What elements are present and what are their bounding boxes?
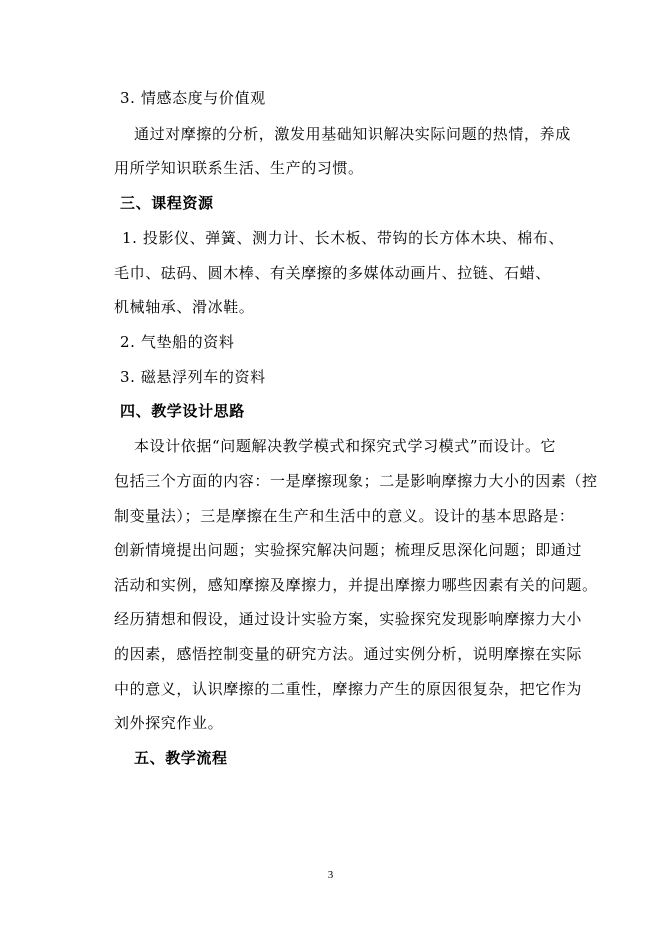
- resources-line-3: 机械轴承、滑冰鞋。: [114, 298, 255, 316]
- resources-item-2: 2. 气垫船的资料: [120, 333, 235, 351]
- design-paragraph-line-4: 创新情境提出问题；实验探究解决问题；梳理反思深化问题；即通过: [114, 541, 583, 559]
- page-number: 3: [327, 869, 334, 881]
- emotion-paragraph-line-2: 用所学知识联系生活、生产的习惯。: [114, 159, 364, 177]
- resources-line-2: 毛巾、砝码、圆木棒、有关摩擦的多媒体动画片、拉链、石蜡、: [114, 264, 551, 282]
- design-paragraph-line-9: 刘外探究作业。: [114, 714, 224, 732]
- design-paragraph-line-2: 包括三个方面的内容：一是摩擦现象；二是影响摩擦力大小的因素（控: [114, 472, 598, 490]
- design-paragraph-line-6: 经历猜想和假设，通过设计实验方案，实验探究发现影响摩擦力大小: [114, 610, 583, 628]
- resources-item-3: 3. 磁悬浮列车的资料: [120, 368, 266, 386]
- design-paragraph-line-8: 中的意义，认识摩擦的二重性，摩擦力产生的原因很复杂，把它作为: [114, 680, 583, 698]
- resources-line-1: 1. 投影仪、弹簧、测力计、长木板、带钩的长方体木块、棉布、: [122, 229, 565, 247]
- emotion-paragraph-line-1: 通过对摩擦的分析，激发用基础知识解决实际问题的热情，养成: [134, 125, 571, 143]
- heading-resources: 三、课程资源: [120, 194, 214, 212]
- design-paragraph-line-1: 本设计依据“问题解决教学模式和探究式学习模式”而设计。它: [134, 437, 557, 455]
- heading-design: 四、教学设计思路: [120, 402, 245, 420]
- design-paragraph-line-3: 制变量法）；三是摩擦在生产和生活中的意义。设计的基本思路是：: [114, 507, 575, 525]
- heading-flow: 五、教学流程: [134, 749, 228, 767]
- section-emotion-title: 3. 情感态度与价值观: [120, 89, 266, 107]
- design-paragraph-line-5: 活动和实例，感知摩擦及摩擦力，并提出摩擦力哪些因素有关的问题。: [114, 576, 598, 594]
- design-paragraph-line-7: 的因素，感悟控制变量的研究方法。通过实例分析，说明摩擦在实际: [114, 645, 583, 663]
